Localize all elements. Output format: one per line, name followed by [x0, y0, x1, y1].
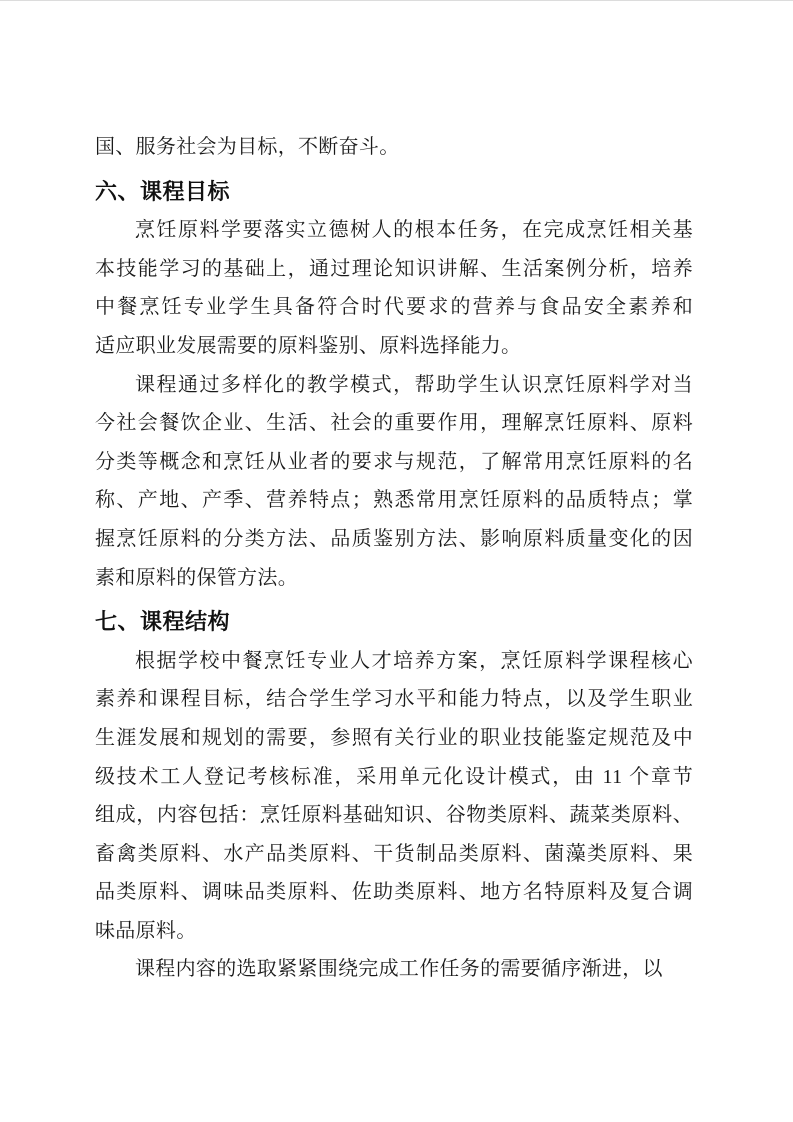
paragraph — [95, 211, 693, 365]
section-heading: 七、课程结构 — [95, 609, 231, 635]
paragraph — [95, 950, 693, 989]
text-line: 品类原料、调味品类原料、佐助类原料、地方名特原料及复合调 — [95, 881, 693, 904]
text-line: 素养和课程目标，结合学生学习水平和能力特点，以及学生职业 — [95, 688, 693, 711]
text-line: 国、服务社会为目标，不断奋斗。 — [95, 136, 400, 158]
text-line: 畜禽类原料、水产品类原料、干货制品类原料、菌藻类原料、果 — [95, 842, 693, 865]
text-line: 适应职业发展需要的原料鉴别、原料选择能力。 — [95, 334, 522, 357]
text-line: 本技能学习的基础上，通过理论知识讲解、生活案例分析，培养 — [95, 257, 693, 280]
text-line: 味品原料。 — [95, 919, 197, 942]
text-line: 今社会餐饮企业、生活、社会的重要作用，理解烹饪原料、原料 — [95, 412, 693, 435]
text-line: 课程内容的选取紧紧围绕完成工作任务的需要循序渐进，以 — [135, 958, 663, 981]
text-line: 级技术工人登记考核标准，采用单元化设计模式，由 11 个章节 — [95, 765, 693, 788]
text-line: 握烹饪原料的分类方法、品质鉴别方法、影响原料质量变化的因 — [95, 527, 693, 550]
text-line: 烹饪原料学要落实立德树人的根本任务，在完成烹饪相关基 — [135, 219, 693, 242]
text-line: 中餐烹饪专业学生具备符合时代要求的营养与食品安全素养和 — [95, 296, 693, 319]
paragraph — [95, 366, 693, 598]
text-line: 课程通过多样化的教学模式，帮助学生认识烹饪原料学对当 — [135, 373, 693, 396]
section-heading: 六、课程目标 — [95, 178, 231, 204]
text-line: 根据学校中餐烹饪专业人才培养方案，烹饪原料学课程核心 — [135, 649, 693, 672]
text-line: 称、产地、产季、营养特点；熟悉常用烹饪原料的品质特点；掌 — [95, 489, 693, 512]
paragraph — [95, 642, 693, 951]
text-line: 生涯发展和规划的需要，参照有关行业的职业技能鉴定规范及中 — [95, 726, 693, 749]
paragraph — [95, 128, 693, 167]
text-line: 素和原料的保管方法。 — [95, 566, 298, 589]
text-line: 分类等概念和烹饪从业者的要求与规范，了解常用烹饪原料的名 — [95, 450, 693, 473]
document-content — [95, 128, 693, 989]
text-line: 组成，内容包括：烹饪原料基础知识、谷物类原料、蔬菜类原料、 — [95, 804, 693, 827]
